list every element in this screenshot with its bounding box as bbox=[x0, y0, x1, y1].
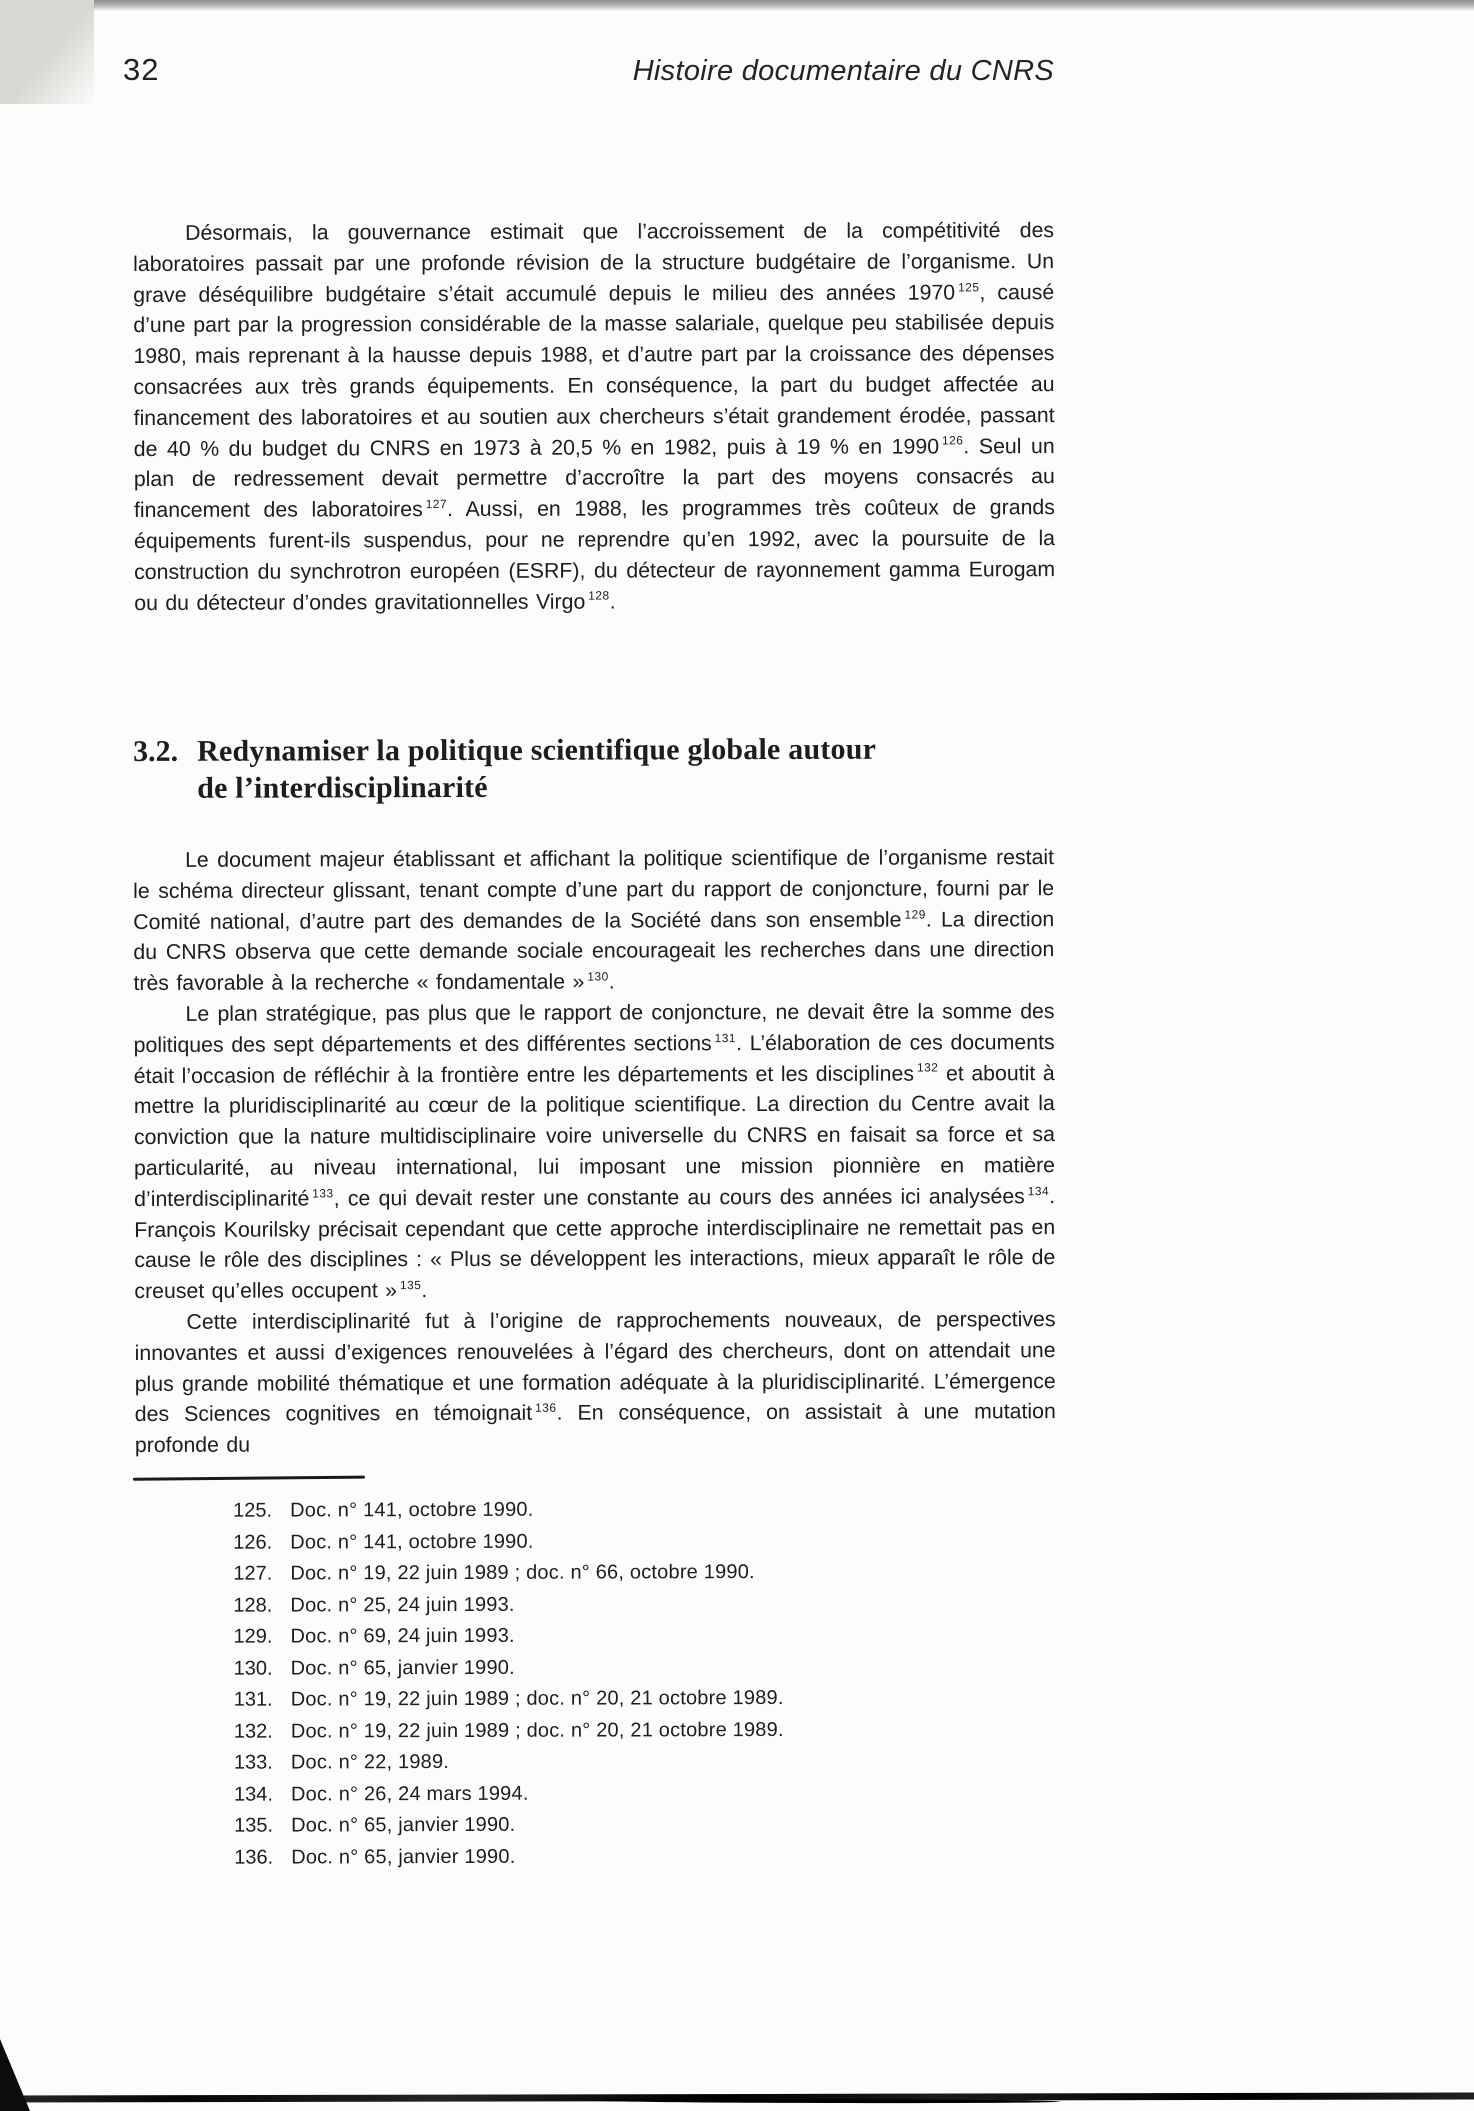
scan-bottom-edge-shadow-2 bbox=[590, 2098, 1060, 2103]
footnote-text: Doc. n° 25, 24 juin 1993. bbox=[290, 1593, 515, 1617]
section-title bbox=[197, 731, 876, 807]
running-header bbox=[123, 52, 1054, 88]
footnote-text: Doc. n° 65, janvier 1990. bbox=[291, 1813, 516, 1837]
paragraph-block-1 bbox=[133, 215, 1055, 618]
footnote-text: Doc. n° 19, 22 juin 1989 ; doc. n° 20, 21 octobre 1989. bbox=[290, 1718, 784, 1743]
footnote-number: 130. bbox=[233, 1657, 273, 1680]
footnote-ref: 131 bbox=[714, 1030, 737, 1045]
footnote-ref: 132 bbox=[916, 1060, 939, 1076]
footnote-text: Doc. n° 65, janvier 1990. bbox=[291, 1845, 516, 1869]
section-title-line-1: Redynamiser la politique scientifique globale autour bbox=[197, 732, 877, 768]
footnote-number: 136. bbox=[234, 1846, 274, 1869]
footnote-ref: 130 bbox=[587, 969, 609, 984]
footnote-separator-rule bbox=[133, 1476, 365, 1481]
footnote-number: 131. bbox=[233, 1688, 273, 1711]
footnote-number: 135. bbox=[234, 1814, 274, 1837]
scan-top-edge-shadow bbox=[0, 0, 1474, 11]
footnote-number: 127. bbox=[233, 1562, 273, 1585]
footnote-text: Doc. n° 19, 22 juin 1989 ; doc. n° 20, 21 octobre 1989. bbox=[290, 1686, 784, 1711]
footnote bbox=[134, 1808, 1055, 1842]
footnote-number: 134. bbox=[233, 1783, 273, 1806]
section-title-line-2: de l’interdisciplinarité bbox=[197, 770, 488, 805]
footnote-text: Doc. n° 65, janvier 1990. bbox=[290, 1656, 515, 1680]
footnote-ref: 134 bbox=[1027, 1183, 1050, 1198]
paragraph: Le plan stratégique, pas plus que le rapport de conjoncture, ne devait être la somme des politiques des sept départements et des différentes sections $^{131}$. L’élaboration de ces documents était l’occasion de réfléchir à la frontière entre les départements et les disciplines $^{132}$ et aboutit à mettre la pluridisciplinarité au cœur de la politique scientifique. La direction du Centre avait la conviction que la nature multidisciplinaire voire universelle du CNRS en faisait sa force et sa particularité, au niveau international, lui imposant une mission pionnière en matière d’interdisciplinarité $^{133}$, ce qui devait rester une constante au cours des années ici analysées $^{134}$. François Kourilsky précisait cependant que cette approche interdisciplinaire ne remettait pas en cause le rôle des disciplines : « Plus se développent les interactions, mieux apparaît le rôle de creuset qu’elles occupent » $^{135}$. bbox=[133, 999, 1056, 1304]
footnote bbox=[133, 1556, 1054, 1590]
footnote-number: 133. bbox=[233, 1751, 273, 1774]
footnote bbox=[133, 1588, 1054, 1622]
footnote-text: Doc. n° 26, 24 mars 1994. bbox=[290, 1782, 529, 1806]
footnote bbox=[134, 1745, 1055, 1779]
footnote-text: Doc. n° 141, octobre 1990. bbox=[290, 1498, 534, 1522]
footnote-ref: 128 bbox=[588, 588, 610, 604]
footnote bbox=[134, 1682, 1055, 1716]
footnote-ref: 133 bbox=[312, 1186, 334, 1201]
footnote-text: Doc. n° 19, 22 juin 1989 ; doc. n° 66, octobre 1990. bbox=[290, 1561, 755, 1585]
section-heading bbox=[133, 730, 1054, 807]
footnote-number: 132. bbox=[233, 1720, 273, 1743]
footnote-ref: 129 bbox=[904, 907, 926, 922]
footnote-number: 125. bbox=[233, 1499, 273, 1522]
footnote-text: Doc. n° 22, 1989. bbox=[290, 1751, 450, 1774]
paragraph: Le document majeur établissant et affichant la politique scientifique de l’organisme restait le schéma directeur glissant, tenant compte d’une part du rapport de conjoncture, fourni par le Comité national, d’autre part des demandes de la Société dans son ensemble $^{129}$. La direction du CNRS observa que cette demande sociale encourageait les recherches dans une direction très favorable à la recherche « fondamentale » $^{130}$. bbox=[133, 845, 1055, 996]
page-number: 32 bbox=[123, 52, 160, 87]
footnote-number: 129. bbox=[233, 1625, 273, 1648]
footnotes-section bbox=[133, 1474, 1055, 1874]
running-title: Histoire documentaire du CNRS bbox=[632, 55, 1054, 87]
scan-top-left-shadow bbox=[0, 0, 94, 104]
footnote-text: Doc. n° 69, 24 juin 1993. bbox=[290, 1624, 515, 1648]
footnote-number: 126. bbox=[233, 1531, 273, 1554]
footnote bbox=[134, 1651, 1055, 1685]
footnote-ref: 126 bbox=[941, 433, 964, 448]
footnote-ref: 135 bbox=[399, 1278, 422, 1293]
paragraph: Désormais, la gouvernance estimait que l’accroissement de la compétitivité des laboratoires passait par une profonde révision de la structure budgétaire de l’organisme. Un grave déséquilibre budgétaire s’était accumulé depuis le milieu des années 1970 $^{125}$, causé d’une part par la progression considérable de la masse salariale, quelque peu stabilisée depuis 1980, mais reprenant à la hausse depuis 1988, et d’autre part par la croissance des dépenses consacrées aux très grands équipements. En conséquence, la part du budget affectée au financement des laboratoires et au soutien aux chercheurs s’était grandement érodée, passant de 40 % du budget du CNRS en 1973 à 20,5 % en 1982, puis à 19 % en 1990 $^{126}$. Seul un plan de redressement devait permettre d’accroître la part des moyens consacrés au financement des laboratoires $^{127}$. Aussi, en 1988, les programmes très coûteux de grands équipements furent-ils suspendus, pour ne reprendre qu’en 1992, avec la poursuite de la construction du synchrotron européen (ESRF), du détecteur de rayonnement gamma Eurogam ou du détecteur d’ondes gravitationnelles Virgo $^{128}$. bbox=[133, 218, 1056, 615]
footnote-number: 128. bbox=[233, 1594, 273, 1617]
footnote bbox=[134, 1840, 1055, 1874]
footnote bbox=[133, 1525, 1054, 1559]
footnote-ref: 136 bbox=[535, 1400, 557, 1415]
footnote bbox=[134, 1777, 1055, 1811]
footnote bbox=[133, 1619, 1054, 1653]
section-number: 3.2. bbox=[133, 734, 179, 768]
footnotes-list bbox=[133, 1493, 1055, 1874]
footnote-text: Doc. n° 141, octobre 1990. bbox=[290, 1530, 534, 1554]
footnote-ref: 127 bbox=[425, 497, 448, 512]
footnote bbox=[133, 1493, 1054, 1527]
paragraph-block-2 bbox=[133, 842, 1056, 1461]
footnote bbox=[134, 1714, 1055, 1748]
paragraph: Cette interdisciplinarité fut à l’origine de rapprochements nouveaux, de perspectives innovantes et aussi d’exigences renouvelées à l’égard des chercheurs, dont on attendait une plus grande mobilité thématique et une formation adéquate à la pluridisciplinarité. L’émergence des Sciences cognitives en témoignait $^{136}$. En conséquence, on assistait à une mutation profonde du bbox=[134, 1307, 1056, 1458]
footnote-ref: 125 bbox=[958, 279, 980, 294]
